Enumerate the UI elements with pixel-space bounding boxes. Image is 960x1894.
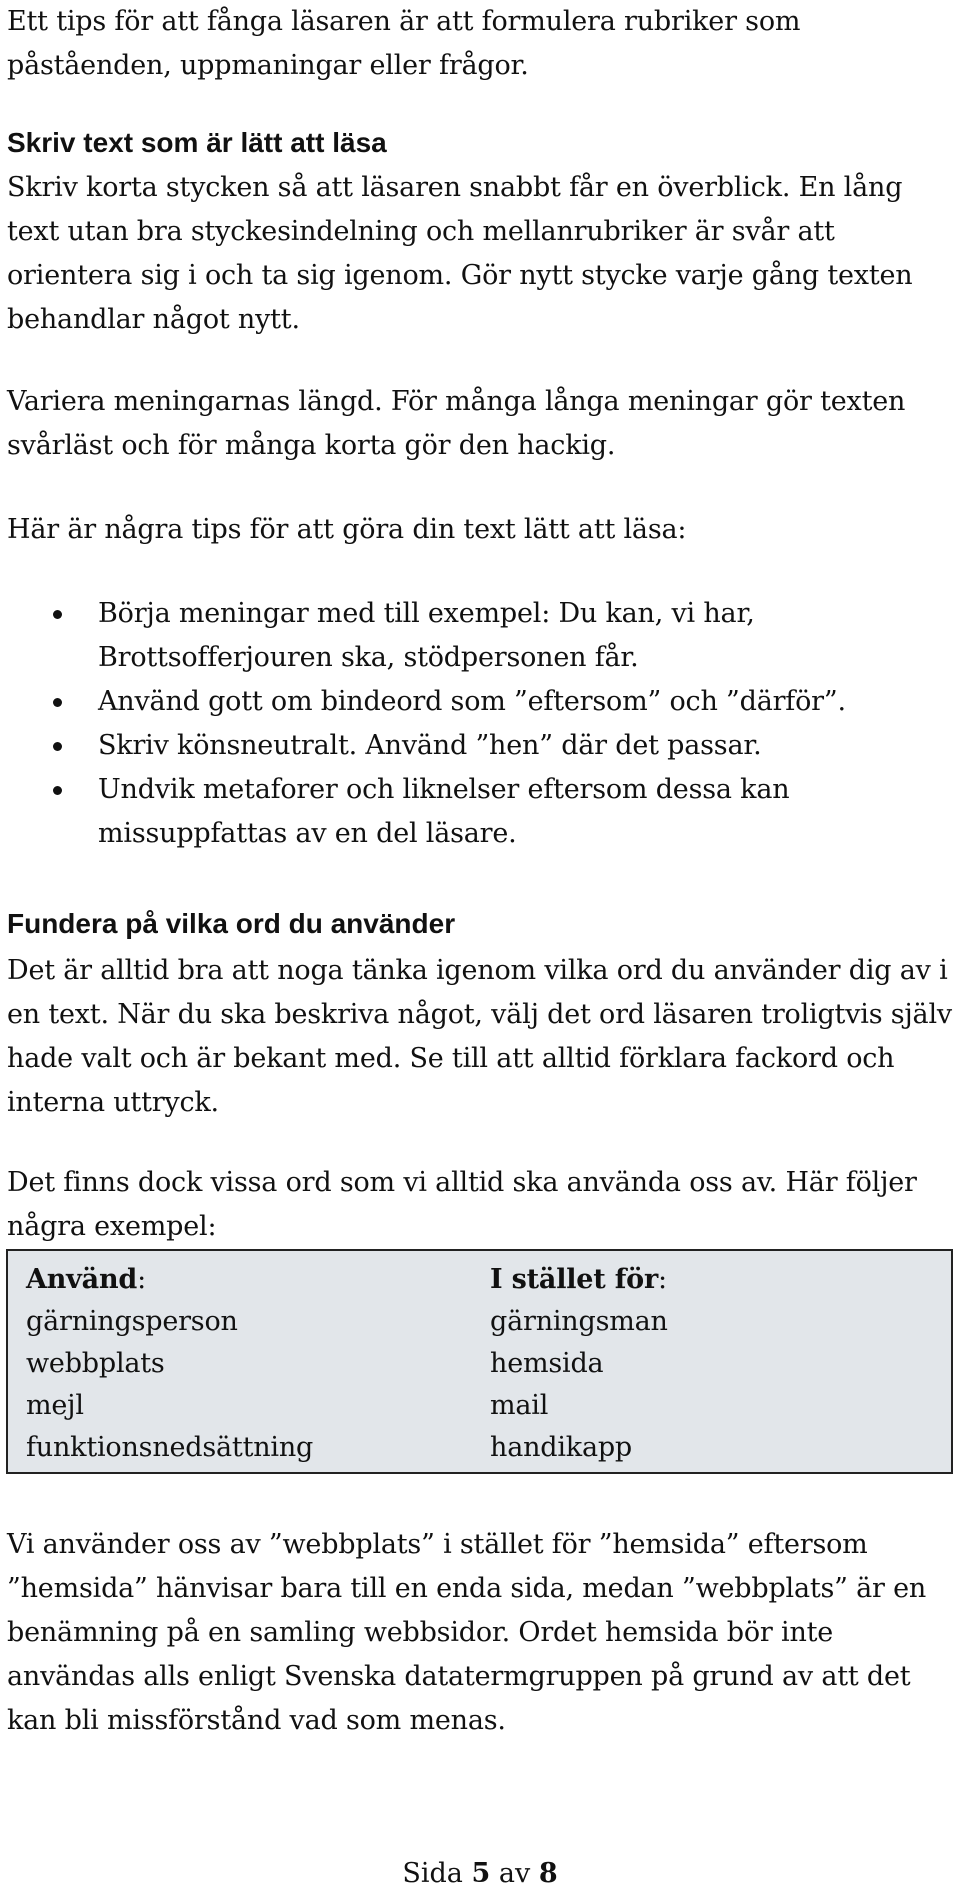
instead-term: gärningsman <box>490 1306 668 1337</box>
use-column-header: Använd: <box>26 1264 146 1295</box>
list-item: Börja meningar med till exempel: Du kan, vi har, Brottsofferjouren ska, stödpersonen får. <box>0 592 928 680</box>
paragraph-tips-intro: Här är några tips för att göra din text lätt att läsa: <box>7 514 687 545</box>
section-heading-readability: Skriv text som är lätt att läsa <box>7 127 387 158</box>
bullet-icon <box>53 698 62 707</box>
paragraph-short-paragraphs: Skriv korta stycken så att läsaren snabbt får en överblick. En lång text utan bra styckesindelning och mellanrubriker är svår att orientera sig i och ta sig igenom. Gör nytt stycke varje gång texten behandlar något nytt. <box>7 172 913 335</box>
use-term: webbplats <box>26 1348 165 1379</box>
tips-bullet-list <box>0 592 960 856</box>
bullet-icon <box>53 742 62 751</box>
instead-column-header: I stället för: <box>490 1264 667 1295</box>
use-term: funktionsnedsättning <box>26 1432 314 1463</box>
section-heading-word-choice: Fundera på vilka ord du använder <box>7 908 456 939</box>
paragraph-examples-intro: Det finns dock vissa ord som vi alltid ska använda oss av. Här följer några exempel: <box>7 1167 917 1242</box>
bullet-icon <box>53 610 62 619</box>
use-term: mejl <box>26 1390 84 1421</box>
instead-term: mail <box>490 1390 549 1421</box>
use-column <box>26 1259 313 1469</box>
use-term: gärningsperson <box>26 1306 238 1337</box>
word-examples-box <box>6 1249 953 1474</box>
instead-term: handikapp <box>490 1432 633 1463</box>
paragraph-sentence-length: Variera meningarnas längd. För många långa meningar gör texten svårläst och för många korta gör den hackig. <box>7 386 906 461</box>
list-item: Använd gott om bindeord som ”eftersom” och ”därför”. <box>0 680 928 724</box>
instead-column <box>490 1259 668 1469</box>
intro-paragraph: Ett tips för att fånga läsaren är att formulera rubriker som påståenden, uppmaningar eller frågor. <box>7 6 801 81</box>
instead-term: hemsida <box>490 1348 604 1379</box>
list-item: Skriv könsneutralt. Använd ”hen” där det passar. <box>0 724 928 768</box>
page-number: Sida 5 av 8 <box>402 1858 558 1889</box>
list-item: Undvik metaforer och liknelser eftersom dessa kan missuppfattas av en del läsare. <box>0 768 928 856</box>
bullet-icon <box>53 786 62 795</box>
paragraph-webbplats-explanation: Vi använder oss av ”webbplats” i stället för ”hemsida” eftersom ”hemsida” hänvisar bara till en enda sida, medan ”webbplats” är en benämning på en samling webbsidor. Ordet hemsida bör inte användas alls enligt Svenska datatermgruppen på grund av att det kan bli missförstånd vad som menas. <box>7 1529 927 1736</box>
paragraph-word-choice: Det är alltid bra att noga tänka igenom vilka ord du använder dig av i en text. När du ska beskriva något, välj det ord läsaren troligtvis själv hade valt och är bekant med. Se till att alltid förklara fackord och interna uttryck. <box>7 955 952 1118</box>
